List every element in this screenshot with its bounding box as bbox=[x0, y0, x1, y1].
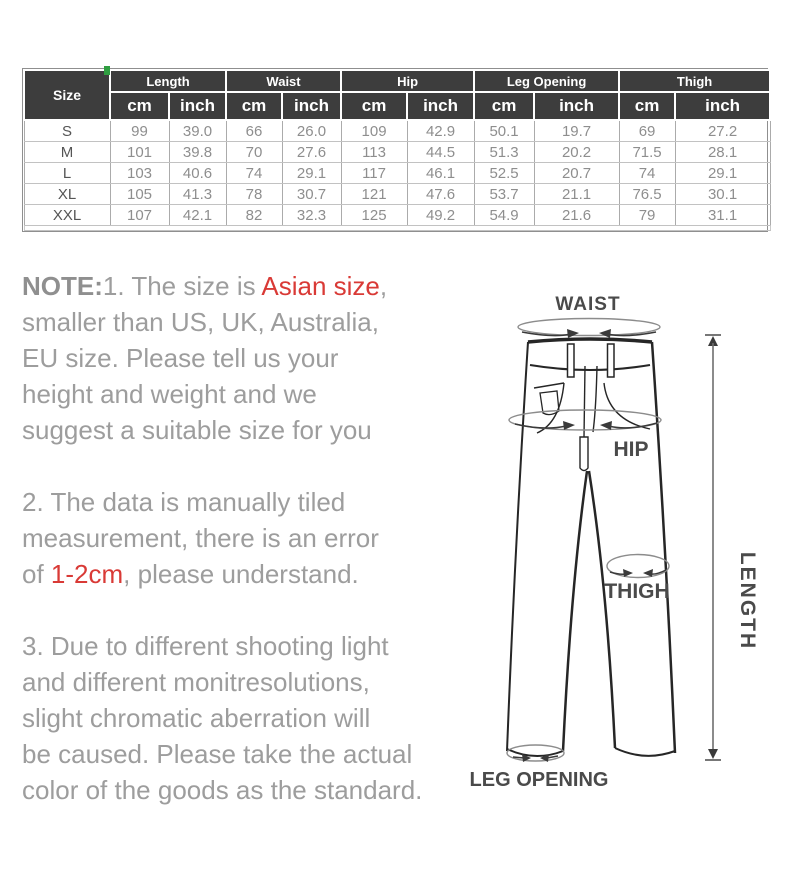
pants-outline bbox=[507, 339, 675, 756]
value-cell: 26.0 bbox=[282, 120, 341, 142]
hip-arrowhead-left-icon bbox=[563, 421, 575, 430]
unit-header-inch: inch bbox=[675, 92, 770, 120]
note-paragraph-2 bbox=[22, 484, 472, 592]
group-header-thigh: Thigh bbox=[619, 70, 770, 92]
leg-opening-label: LEG OPENING bbox=[469, 769, 609, 791]
length-label: LENGTH bbox=[736, 551, 759, 651]
value-cell: 39.8 bbox=[169, 142, 226, 163]
notes-section bbox=[22, 268, 472, 808]
value-cell: 50.1 bbox=[474, 120, 534, 142]
table-row-l bbox=[24, 163, 770, 184]
thigh-label: THIGH bbox=[604, 580, 670, 603]
value-cell: 30.7 bbox=[282, 184, 341, 205]
unit-header-inch: inch bbox=[169, 92, 226, 120]
value-cell: 46.1 bbox=[407, 163, 474, 184]
note-highlight-error-range: 1-2cm bbox=[50, 559, 124, 589]
note-line: suggest a suitable size for you bbox=[22, 415, 372, 445]
unit-header-cm: cm bbox=[619, 92, 675, 120]
note-paragraph-1 bbox=[22, 268, 472, 448]
value-cell: 79 bbox=[619, 205, 675, 226]
table-row-s bbox=[24, 120, 770, 142]
unit-header-inch: inch bbox=[407, 92, 474, 120]
value-cell: 44.5 bbox=[407, 142, 474, 163]
value-cell: 82 bbox=[226, 205, 282, 226]
value-cell: 39.0 bbox=[169, 120, 226, 142]
note-text: of bbox=[22, 559, 51, 589]
value-cell: 19.7 bbox=[534, 120, 619, 142]
note-text: , please understand. bbox=[123, 559, 359, 589]
note-line: and different monitresolutions, bbox=[22, 667, 370, 697]
table-row-m bbox=[24, 142, 770, 163]
thigh-arrowhead-right-icon bbox=[643, 569, 653, 577]
value-cell: 29.1 bbox=[675, 163, 770, 184]
hip-measure bbox=[509, 410, 661, 461]
note-text: 1. The size is bbox=[102, 271, 262, 301]
leg-opening-arrow-left bbox=[513, 757, 524, 758]
value-cell: 20.7 bbox=[534, 163, 619, 184]
value-cell: 117 bbox=[341, 163, 407, 184]
unit-header-inch: inch bbox=[282, 92, 341, 120]
value-cell: 40.6 bbox=[169, 163, 226, 184]
value-cell: 28.1 bbox=[675, 142, 770, 163]
note-line bbox=[22, 268, 472, 304]
value-cell: 41.3 bbox=[169, 184, 226, 205]
value-cell: 103 bbox=[110, 163, 169, 184]
waist-ellipse bbox=[518, 319, 660, 336]
value-cell: 74 bbox=[226, 163, 282, 184]
note-line: measurement, there is an error bbox=[22, 523, 379, 553]
length-dimension bbox=[705, 335, 759, 760]
value-cell: 121 bbox=[341, 184, 407, 205]
thigh-arrowhead-left-icon bbox=[623, 569, 633, 577]
waist-measure bbox=[518, 294, 660, 338]
note-label: NOTE: bbox=[22, 271, 103, 301]
value-cell: 51.3 bbox=[474, 142, 534, 163]
size-cell: XXL bbox=[24, 205, 110, 226]
group-header-waist: Waist bbox=[226, 70, 341, 92]
value-cell: 54.9 bbox=[474, 205, 534, 226]
size-cell: XL bbox=[24, 184, 110, 205]
size-column-header: Size bbox=[24, 70, 110, 120]
value-cell: 31.1 bbox=[675, 205, 770, 226]
group-header-row bbox=[24, 70, 770, 92]
value-cell: 53.7 bbox=[474, 184, 534, 205]
size-cell: M bbox=[24, 142, 110, 163]
waist-arrowhead-left-icon bbox=[567, 329, 579, 338]
table-row-xl bbox=[24, 184, 770, 205]
unit-header-inch: inch bbox=[534, 92, 619, 120]
value-cell: 42.9 bbox=[407, 120, 474, 142]
unit-header-cm: cm bbox=[474, 92, 534, 120]
group-header-hip: Hip bbox=[341, 70, 474, 92]
value-cell: 52.5 bbox=[474, 163, 534, 184]
value-cell: 21.1 bbox=[534, 184, 619, 205]
value-cell: 47.6 bbox=[407, 184, 474, 205]
group-header-leg-opening: Leg Opening bbox=[474, 70, 619, 92]
size-table-container bbox=[22, 68, 768, 232]
waist-arrowhead-right-icon bbox=[599, 329, 611, 338]
note-line: slight chromatic aberration will bbox=[22, 703, 371, 733]
hip-arrowhead-right-icon bbox=[600, 421, 612, 430]
size-table bbox=[23, 69, 771, 231]
value-cell: 32.3 bbox=[282, 205, 341, 226]
value-cell: 76.5 bbox=[619, 184, 675, 205]
waist-label: WAIST bbox=[555, 294, 621, 315]
group-header-length: Length bbox=[110, 70, 226, 92]
empty-cell bbox=[24, 226, 770, 231]
unit-header-cm: cm bbox=[110, 92, 169, 120]
value-cell: 70 bbox=[226, 142, 282, 163]
note-line: 3. Due to different shooting light bbox=[22, 631, 389, 661]
note-line: smaller than US, UK, Australia, bbox=[22, 307, 379, 337]
note-line: 2. The data is manually tiled bbox=[22, 487, 346, 517]
value-cell: 27.2 bbox=[675, 120, 770, 142]
value-cell: 69 bbox=[619, 120, 675, 142]
leg-opening-measure bbox=[470, 745, 609, 791]
value-cell: 109 bbox=[341, 120, 407, 142]
green-dot-artifact bbox=[104, 66, 110, 75]
value-cell: 27.6 bbox=[282, 142, 341, 163]
unit-header-cm: cm bbox=[341, 92, 407, 120]
table-empty-row bbox=[24, 226, 770, 231]
hip-label: HIP bbox=[613, 438, 649, 461]
value-cell: 20.2 bbox=[534, 142, 619, 163]
table-row-xxl bbox=[24, 205, 770, 226]
value-cell: 113 bbox=[341, 142, 407, 163]
value-cell: 42.1 bbox=[169, 205, 226, 226]
note-line: color of the goods as the standard. bbox=[22, 775, 423, 805]
value-cell: 49.2 bbox=[407, 205, 474, 226]
size-cell: S bbox=[24, 120, 110, 142]
value-cell: 21.6 bbox=[534, 205, 619, 226]
value-cell: 99 bbox=[110, 120, 169, 142]
value-cell: 74 bbox=[619, 163, 675, 184]
value-cell: 105 bbox=[110, 184, 169, 205]
value-cell: 78 bbox=[226, 184, 282, 205]
unit-header-row bbox=[24, 92, 770, 120]
length-arrowhead-down-icon bbox=[708, 749, 718, 759]
unit-header-cm: cm bbox=[226, 92, 282, 120]
value-cell: 107 bbox=[110, 205, 169, 226]
note-line bbox=[22, 556, 472, 592]
value-cell: 66 bbox=[226, 120, 282, 142]
note-text: , bbox=[379, 271, 388, 301]
note-line: be caused. Please take the actual bbox=[22, 739, 413, 769]
note-line: height and weight and we bbox=[22, 379, 317, 409]
note-line: EU size. Please tell us your bbox=[22, 343, 339, 373]
value-cell: 125 bbox=[341, 205, 407, 226]
thigh-measure bbox=[604, 555, 669, 604]
value-cell: 29.1 bbox=[282, 163, 341, 184]
size-cell: L bbox=[24, 163, 110, 184]
pants-measurement-diagram bbox=[460, 285, 790, 815]
value-cell: 101 bbox=[110, 142, 169, 163]
note-highlight-asian-size: Asian size bbox=[261, 271, 380, 301]
value-cell: 71.5 bbox=[619, 142, 675, 163]
pants-drawing-icon bbox=[460, 285, 790, 815]
value-cell: 30.1 bbox=[675, 184, 770, 205]
note-paragraph-3 bbox=[22, 628, 472, 808]
